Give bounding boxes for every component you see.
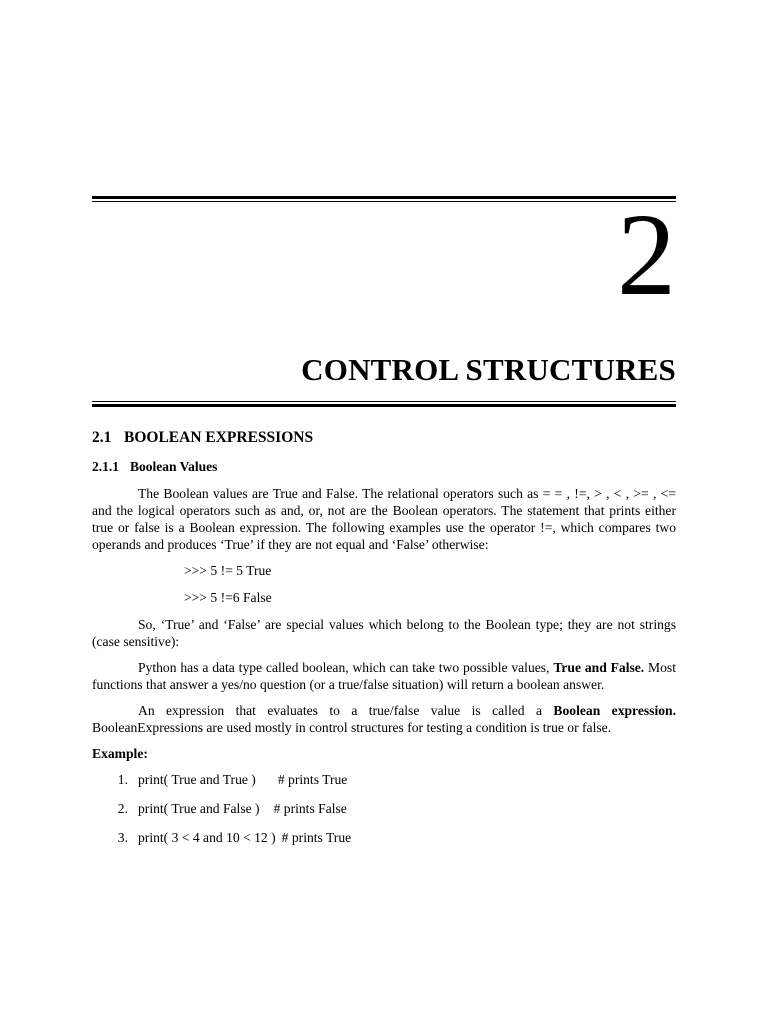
document-page	[92, 0, 676, 1024]
example-label: Example:	[92, 746, 148, 761]
list-item	[92, 771, 676, 788]
list-marker: 3.	[117, 830, 128, 845]
paragraph-text: BooleanExpressions are used mostly in control structures for testing a condition is true or false.	[92, 720, 612, 735]
paragraph-text: Python has a data type called boolean, which can take two possible values,	[138, 660, 554, 675]
section-number: 2.1	[92, 429, 112, 446]
paragraph-boolean-expression	[92, 702, 676, 736]
list-marker: 1.	[117, 772, 128, 787]
list-code: print( 3 < 4 and 10 < 12 )	[138, 830, 276, 845]
paragraph-text: Most functions that answer a yes/no question (or a true/false situation) will return a boolean answer.	[92, 660, 676, 692]
paragraph-python-boolean	[92, 659, 676, 693]
list-code: print( True and True )	[138, 772, 256, 787]
example-list	[92, 771, 676, 846]
bold-term: True and False.	[553, 660, 645, 675]
list-code: print( True and False )	[138, 801, 260, 816]
list-item	[92, 829, 676, 846]
bold-term: Boolean expression.	[553, 703, 676, 718]
body-text	[92, 485, 676, 858]
list-comment: # prints True	[277, 772, 348, 787]
subsection-heading	[92, 459, 217, 475]
chapter-header-top-rule	[92, 196, 676, 202]
chapter-title: CONTROL STRUCTURES	[301, 352, 676, 387]
list-item	[92, 800, 676, 817]
code-example-1: >>> 5 != 5 True	[184, 563, 272, 578]
list-comment: # prints False	[273, 801, 347, 816]
subsection-title: Boolean Values	[130, 459, 218, 474]
section-heading	[92, 429, 313, 447]
chapter-number: 2	[617, 189, 676, 320]
chapter-header-bottom-rule	[92, 401, 676, 407]
code-example-2: >>> 5 !=6 False	[184, 590, 272, 605]
paragraph-text: An expression that evaluates to a true/false value is called a	[138, 703, 554, 718]
section-title: BOOLEAN EXPRESSIONS	[124, 429, 314, 446]
list-marker: 2.	[117, 801, 128, 816]
paragraph-boolean-values: The Boolean values are True and False. The relational operators such as = = , !=, > , < , >= , <= and the logical operators such as and, or, not are the Boolean operators. The statement that prints either true or false is a Boolean expression. The following examples use the operator !=, which compares two operands and produces ‘True’ if they are not equal and ‘False’ otherwise:	[92, 486, 676, 552]
paragraph-special-values: So, ‘True’ and ‘False’ are special values which belong to the Boolean type; they are not strings (case sensitive):	[92, 617, 676, 649]
subsection-number: 2.1.1	[92, 459, 119, 474]
list-comment: # prints True	[281, 830, 352, 845]
